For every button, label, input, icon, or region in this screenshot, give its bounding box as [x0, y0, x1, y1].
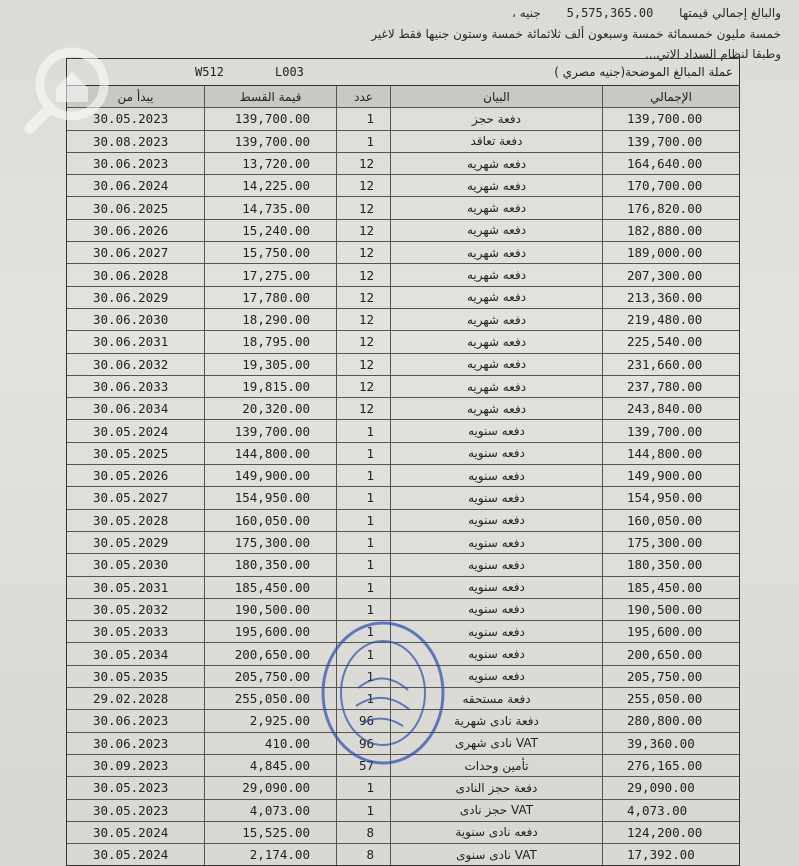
- cell-installment: 15,240.00: [205, 220, 337, 241]
- cell-total: 213,360.00: [627, 289, 703, 305]
- cell-total: 4,073.00: [627, 802, 688, 818]
- cell-total: 175,300.00: [627, 535, 703, 551]
- table-row: [67, 354, 739, 376]
- table-row: [67, 554, 739, 576]
- cell-total: 160,050.00: [627, 512, 703, 528]
- cell-total: 280,800.00: [627, 713, 703, 729]
- cell-total: 139,700.00: [627, 423, 703, 439]
- cell-total: 207,300.00: [627, 267, 703, 283]
- cell-count: 1: [337, 577, 391, 598]
- cell-date: 30.05.2029: [67, 532, 205, 553]
- table-row: [67, 175, 739, 197]
- cell-count: 12: [337, 331, 391, 352]
- cell-total: 180,350.00: [627, 557, 703, 573]
- table-row: [67, 131, 739, 153]
- cell-description: دفعه سنويه: [391, 465, 603, 486]
- table-header-row: [67, 86, 739, 108]
- payment-system-intro: وطبقا لنظام السداد الاتي...: [645, 47, 781, 61]
- cell-total: 124,200.00: [627, 824, 703, 840]
- cell-total: 164,640.00: [627, 156, 703, 172]
- cell-count: 12: [337, 354, 391, 375]
- amount-in-words: خمسة مليون خمسمائة خمسة وسبعون ألف ثلاثمائة خمسة وستون جنيها فقط لاغير: [371, 27, 781, 41]
- cell-installment: 410.00: [205, 733, 337, 754]
- total-amount-label: والبالغ إجمالي قيمتها: [679, 6, 781, 20]
- total-amount-line: [512, 6, 781, 20]
- cell-description: VAT حجز نادى: [391, 800, 603, 821]
- cell-date: 30.05.2030: [67, 554, 205, 575]
- cell-installment: 139,700.00: [205, 131, 337, 152]
- cell-description: تأمين وحدات: [391, 755, 603, 776]
- cell-date: 30.05.2024: [67, 844, 205, 865]
- cell-count: 1: [337, 800, 391, 821]
- cell-count: 12: [337, 220, 391, 241]
- cell-count: 57: [337, 755, 391, 776]
- cell-count: 8: [337, 822, 391, 843]
- cell-date: 30.05.2024: [67, 822, 205, 843]
- cell-installment: 185,450.00: [205, 577, 337, 598]
- table-row: [67, 331, 739, 353]
- table-row: [67, 844, 739, 865]
- cell-date: 30.06.2025: [67, 197, 205, 218]
- cell-description: VAT نادى شهرى: [391, 733, 603, 754]
- cell-description: دفعة نادى شهرية: [391, 710, 603, 731]
- cell-installment: 180,350.00: [205, 554, 337, 575]
- cell-installment: 255,050.00: [205, 688, 337, 709]
- cell-description: دفعه سنويه: [391, 577, 603, 598]
- cell-description: دفعه سنويه: [391, 510, 603, 531]
- cell-installment: 19,815.00: [205, 376, 337, 397]
- cell-installment: 4,845.00: [205, 755, 337, 776]
- column-header-date: يبدأ من: [67, 86, 205, 107]
- table-row: [67, 532, 739, 554]
- cell-installment: 4,073.00: [205, 800, 337, 821]
- table-row: [67, 398, 739, 420]
- cell-installment: 13,720.00: [205, 153, 337, 174]
- cell-total: 200,650.00: [627, 646, 703, 662]
- cell-count: 1: [337, 688, 391, 709]
- cell-date: 30.06.2023: [67, 153, 205, 174]
- cell-date: 30.06.2023: [67, 710, 205, 731]
- table-row: [67, 487, 739, 509]
- cell-date: 30.05.2027: [67, 487, 205, 508]
- total-amount-currency: جنيه ،: [512, 6, 541, 20]
- cell-description: دفعة تعاقد: [391, 131, 603, 152]
- cell-description: دفعه شهريه: [391, 354, 603, 375]
- cell-date: 30.05.2033: [67, 621, 205, 642]
- cell-date: 30.08.2023: [67, 131, 205, 152]
- cell-description: دفعه نادى سنوية: [391, 822, 603, 843]
- cell-date: 30.05.2026: [67, 465, 205, 486]
- cell-description: دفعه سنويه: [391, 420, 603, 441]
- lot-code: L003: [275, 65, 304, 79]
- cell-count: 1: [337, 487, 391, 508]
- cell-installment: 29,090.00: [205, 777, 337, 798]
- cell-total: 17,392.00: [627, 847, 695, 863]
- cell-count: 1: [337, 420, 391, 441]
- column-header-installment: قيمة القسط: [205, 86, 337, 107]
- cell-total: 139,700.00: [627, 133, 703, 149]
- cell-installment: 154,950.00: [205, 487, 337, 508]
- cell-description: دفعه شهريه: [391, 398, 603, 419]
- table-row: [67, 465, 739, 487]
- cell-count: 12: [337, 309, 391, 330]
- table-row: [67, 197, 739, 219]
- cell-installment: 144,800.00: [205, 443, 337, 464]
- cell-installment: 139,700.00: [205, 108, 337, 129]
- cell-total: 231,660.00: [627, 356, 703, 372]
- cell-date: 30.09.2023: [67, 755, 205, 776]
- cell-date: 30.05.2035: [67, 666, 205, 687]
- cell-count: 12: [337, 242, 391, 263]
- cell-installment: 205,750.00: [205, 666, 337, 687]
- cell-total: 139,700.00: [627, 111, 703, 127]
- cell-date: 30.05.2023: [67, 108, 205, 129]
- cell-installment: 190,500.00: [205, 599, 337, 620]
- cell-description: دفعه شهريه: [391, 309, 603, 330]
- cell-installment: 19,305.00: [205, 354, 337, 375]
- cell-date: 30.06.2023: [67, 733, 205, 754]
- cell-date: 30.05.2023: [67, 777, 205, 798]
- table-row: [67, 242, 739, 264]
- cell-count: 1: [337, 443, 391, 464]
- cell-total: 219,480.00: [627, 312, 703, 328]
- cell-description: دفعه شهريه: [391, 264, 603, 285]
- cell-description: دفعه سنويه: [391, 487, 603, 508]
- cell-count: 12: [337, 287, 391, 308]
- cell-count: 1: [337, 108, 391, 129]
- cell-description: VAT نادى سنوى: [391, 844, 603, 865]
- cell-description: دفعه سنويه: [391, 532, 603, 553]
- cell-count: 12: [337, 153, 391, 174]
- table-row: [67, 153, 739, 175]
- cell-description: دفعه سنويه: [391, 443, 603, 464]
- cell-date: 30.05.2025: [67, 443, 205, 464]
- cell-description: دفعه شهريه: [391, 331, 603, 352]
- cell-description: دفعه شهريه: [391, 287, 603, 308]
- cell-date: 30.06.2031: [67, 331, 205, 352]
- cell-description: دفعه شهريه: [391, 197, 603, 218]
- cell-date: 30.06.2034: [67, 398, 205, 419]
- cell-description: دفعه شهريه: [391, 376, 603, 397]
- cell-installment: 195,600.00: [205, 621, 337, 642]
- cell-installment: 20,320.00: [205, 398, 337, 419]
- cell-total: 185,450.00: [627, 579, 703, 595]
- cell-installment: 17,275.00: [205, 264, 337, 285]
- cell-total: 276,165.00: [627, 758, 703, 774]
- cell-count: 12: [337, 398, 391, 419]
- table-row: [67, 309, 739, 331]
- cell-count: 1: [337, 510, 391, 531]
- cell-date: 30.06.2026: [67, 220, 205, 241]
- cell-description: دفعة حجز النادى: [391, 777, 603, 798]
- cell-installment: 139,700.00: [205, 420, 337, 441]
- table-row: [67, 220, 739, 242]
- cell-total: 182,880.00: [627, 222, 703, 238]
- cell-installment: 149,900.00: [205, 465, 337, 486]
- cell-count: 8: [337, 844, 391, 865]
- cell-installment: 2,174.00: [205, 844, 337, 865]
- home-search-watermark-icon: [22, 44, 142, 134]
- cell-count: 12: [337, 264, 391, 285]
- cell-installment: 15,525.00: [205, 822, 337, 843]
- cell-date: 30.05.2028: [67, 510, 205, 531]
- cell-date: 30.05.2023: [67, 800, 205, 821]
- cell-count: 1: [337, 643, 391, 664]
- official-stamp-seal: [318, 618, 448, 768]
- cell-date: 30.05.2034: [67, 643, 205, 664]
- cell-date: 30.05.2031: [67, 577, 205, 598]
- cell-description: دفعه سنويه: [391, 621, 603, 642]
- cell-total: 237,780.00: [627, 379, 703, 394]
- cell-installment: 160,050.00: [205, 510, 337, 531]
- cell-total: 144,800.00: [627, 445, 703, 461]
- cell-total: 29,090.00: [627, 780, 695, 796]
- cell-installment: 14,225.00: [205, 175, 337, 196]
- cell-total: 170,700.00: [627, 178, 703, 194]
- column-header-count: عدد: [337, 86, 391, 107]
- cell-total: 225,540.00: [627, 334, 703, 350]
- cell-description: دفعة مستحقه: [391, 688, 603, 709]
- cell-date: 30.06.2033: [67, 376, 205, 397]
- cell-total: 243,840.00: [627, 401, 703, 417]
- currency-caption: عملة المبالغ الموضحة(جنيه مصري ): [554, 65, 733, 79]
- cell-description: دفعه شهريه: [391, 220, 603, 241]
- cell-installment: 18,290.00: [205, 309, 337, 330]
- cell-total: 205,750.00: [627, 668, 703, 684]
- cell-description: دفعه سنويه: [391, 643, 603, 664]
- table-row: [67, 800, 739, 822]
- cell-date: 29.02.2028: [67, 688, 205, 709]
- cell-count: 12: [337, 376, 391, 397]
- cell-installment: 175,300.00: [205, 532, 337, 553]
- cell-count: 1: [337, 532, 391, 553]
- cell-count: 12: [337, 175, 391, 196]
- cell-total: 195,600.00: [627, 624, 703, 640]
- table-row: [67, 108, 739, 130]
- cell-total: 154,950.00: [627, 490, 703, 506]
- table-row: [67, 777, 739, 799]
- cell-total: 255,050.00: [627, 691, 703, 707]
- cell-count: 1: [337, 621, 391, 642]
- cell-date: 30.05.2024: [67, 420, 205, 441]
- table-row: [67, 264, 739, 286]
- cell-total: 189,000.00: [627, 245, 703, 261]
- cell-date: 30.06.2029: [67, 287, 205, 308]
- cell-total: 149,900.00: [627, 468, 703, 484]
- cell-description: دفعه سنويه: [391, 599, 603, 620]
- total-amount-value: 5,575,365.00: [566, 6, 654, 20]
- cell-count: 1: [337, 777, 391, 798]
- table-row: [67, 822, 739, 844]
- cell-date: 30.06.2028: [67, 264, 205, 285]
- cell-count: 96: [337, 710, 391, 731]
- cell-description: دفعه شهريه: [391, 175, 603, 196]
- cell-description: دفعه سنويه: [391, 666, 603, 687]
- cell-total: 39,360.00: [627, 735, 695, 751]
- cell-date: 30.05.2032: [67, 599, 205, 620]
- cell-total: 176,820.00: [627, 200, 703, 216]
- cell-installment: 15,750.00: [205, 242, 337, 263]
- cell-date: 30.06.2027: [67, 242, 205, 263]
- table-row: [67, 577, 739, 599]
- cell-description: دفعة حجز: [391, 108, 603, 129]
- cell-date: 30.06.2024: [67, 175, 205, 196]
- unit-code: W512: [195, 65, 224, 79]
- cell-count: 1: [337, 599, 391, 620]
- cell-date: 30.06.2030: [67, 309, 205, 330]
- cell-count: 96: [337, 733, 391, 754]
- table-row: [67, 510, 739, 532]
- cell-installment: 200,650.00: [205, 643, 337, 664]
- column-header-description: البيان: [391, 86, 603, 107]
- cell-date: 30.06.2032: [67, 354, 205, 375]
- table-row: [67, 287, 739, 309]
- cell-description: دفعه سنويه: [391, 554, 603, 575]
- table-row: [67, 420, 739, 442]
- cell-count: 1: [337, 666, 391, 687]
- table-caption-row: [67, 59, 739, 86]
- table-row: [67, 443, 739, 465]
- table-row: [67, 376, 739, 398]
- cell-installment: 17,780.00: [205, 287, 337, 308]
- cell-count: 1: [337, 554, 391, 575]
- cell-installment: 18,795.00: [205, 331, 337, 352]
- cell-description: دفعه شهريه: [391, 153, 603, 174]
- cell-installment: 14,735.00: [205, 197, 337, 218]
- column-header-total: الإجمالي: [603, 86, 739, 107]
- cell-total: 190,500.00: [627, 601, 703, 617]
- cell-installment: 2,925.00: [205, 710, 337, 731]
- cell-count: 1: [337, 465, 391, 486]
- cell-count: 1: [337, 131, 391, 152]
- cell-count: 12: [337, 197, 391, 218]
- cell-description: دفعه شهريه: [391, 242, 603, 263]
